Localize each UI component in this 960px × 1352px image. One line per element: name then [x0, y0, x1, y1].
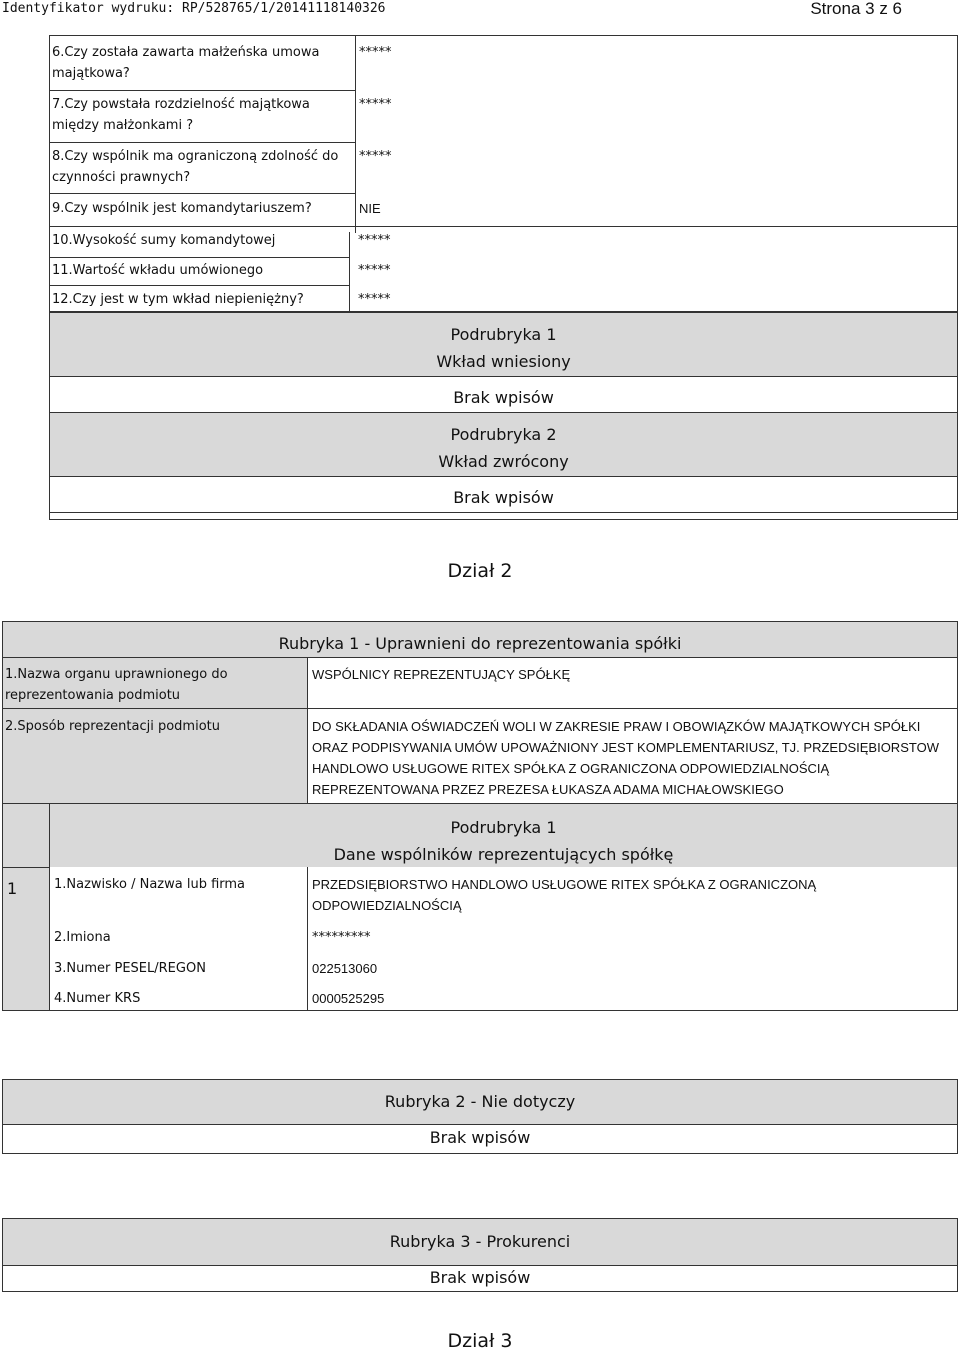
- row-divider: [49, 226, 958, 227]
- field-label: 8.Czy wspólnik ma ograniczoną zdolność do czynności prawnych?: [52, 149, 339, 185]
- section-title-dzial3: Dział 3: [447, 1330, 513, 1352]
- sub1-title: Podrubryka 1: [450, 325, 557, 344]
- field-label: 11.Wartość wkładu umówionego: [52, 263, 264, 278]
- rubryka1-sub-title: Podrubryka 1: [450, 818, 557, 837]
- field-label: 4.Numer KRS: [54, 991, 141, 1006]
- sub1-subtitle: Wkład wniesiony: [436, 352, 571, 371]
- row-divider: [49, 90, 356, 91]
- row-divider: [49, 285, 350, 286]
- field-value: *****: [359, 149, 392, 164]
- field-label: 1.Nazwa organu uprawnionego do reprezentowania podmiotu: [5, 667, 228, 703]
- section-title-dzial2: Dział 2: [447, 560, 513, 582]
- entry-index: 1: [7, 879, 18, 898]
- field-value: 022513060: [312, 961, 378, 976]
- field-value: *****: [358, 263, 391, 278]
- field-label: 7.Czy powstała rozdzielność majątkowa między małżonkami ?: [52, 97, 310, 133]
- print-id: Identyfikator wydruku: RP/528765/1/20141118140326: [2, 1, 386, 16]
- row-divider: [49, 257, 350, 258]
- field-value: 0000525295: [312, 991, 385, 1006]
- sub2-empty: Brak wpisów: [453, 488, 554, 507]
- field-value: WSPÓLNICY REPREZENTUJĄCY SPÓŁKĘ: [312, 667, 571, 682]
- field-value: DO SKŁADANIA OŚWIADCZEŃ WOLI W ZAKRESIE PRAW I OBOWIĄZKÓW MAJĄTKOWYCH SPÓŁKI ORAZ PODPISYWANIA UMÓW UPOWAŻNIONY JEST KOMPLEMENTARIUSZ, TJ. PRZEDSIĘBIORSTOW HANDLOWO USŁUGOWE RITEX SPÓŁKA Z OGRANICZONA ODPOWIEDZIALNOŚCIĄ REPREZENTOWANA PRZEZ PREZESA ŁUKASZA ADAMA MICHAŁOWSKIEGO: [312, 719, 939, 797]
- rubryka1-title: Rubryka 1 - Uprawnieni do reprezentowania spółki: [278, 634, 682, 653]
- field-label: 1.Nazwisko / Nazwa lub firma: [54, 877, 246, 892]
- row-divider: [49, 142, 356, 143]
- divider: [49, 1010, 958, 1011]
- sub2-footer: [49, 512, 958, 520]
- field-value: *****: [359, 45, 392, 60]
- field-label: 6.Czy została zawarta małżeńska umowa majątkowa?: [52, 45, 320, 81]
- field-label: 3.Numer PESEL/REGON: [54, 961, 206, 976]
- row-divider: [49, 193, 356, 194]
- field-value: *****: [358, 292, 391, 307]
- divider: [957, 867, 958, 1011]
- divider: [49, 867, 50, 1011]
- field-value: PRZEDSIĘBIORSTWO HANDLOWO USŁUGOWE RITEX SPÓŁKA Z OGRANICZONĄ ODPOWIEDZIALNOŚCIĄ: [312, 877, 817, 913]
- field-label: 12.Czy jest w tym wkład niepieniężny?: [52, 292, 304, 307]
- rubryka3-title: Rubryka 3 - Prokurenci: [389, 1232, 571, 1251]
- field-value: *****: [359, 97, 392, 112]
- sub2-title: Podrubryka 2: [450, 425, 557, 444]
- sub2-subtitle: Wkład zwrócony: [438, 452, 569, 471]
- field-label: 2.Imiona: [54, 930, 111, 945]
- page-number: Strona 3 z 6: [810, 0, 902, 18]
- rubryka2-title: Rubryka 2 - Nie dotyczy: [384, 1092, 576, 1111]
- top-table-col-divider: [355, 35, 356, 233]
- rubryka2-empty: Brak wpisów: [429, 1128, 531, 1147]
- divider: [307, 867, 308, 1011]
- rubryka3-empty: Brak wpisów: [429, 1268, 531, 1287]
- field-value: *****: [358, 233, 391, 248]
- sub1-empty: Brak wpisów: [453, 388, 554, 407]
- field-label: 9.Czy wspólnik jest komandytariuszem?: [52, 201, 312, 216]
- field-label: 10.Wysokość sumy komandytowej: [52, 233, 276, 248]
- rubryka1-sub-subtitle: Dane wspólników reprezentujących spółkę: [333, 845, 674, 864]
- field-value: NIE: [359, 201, 381, 216]
- top-table-col-divider-2: [349, 232, 350, 312]
- field-value: *********: [312, 930, 371, 945]
- field-label: 2.Sposób reprezentacji podmiotu: [5, 719, 220, 734]
